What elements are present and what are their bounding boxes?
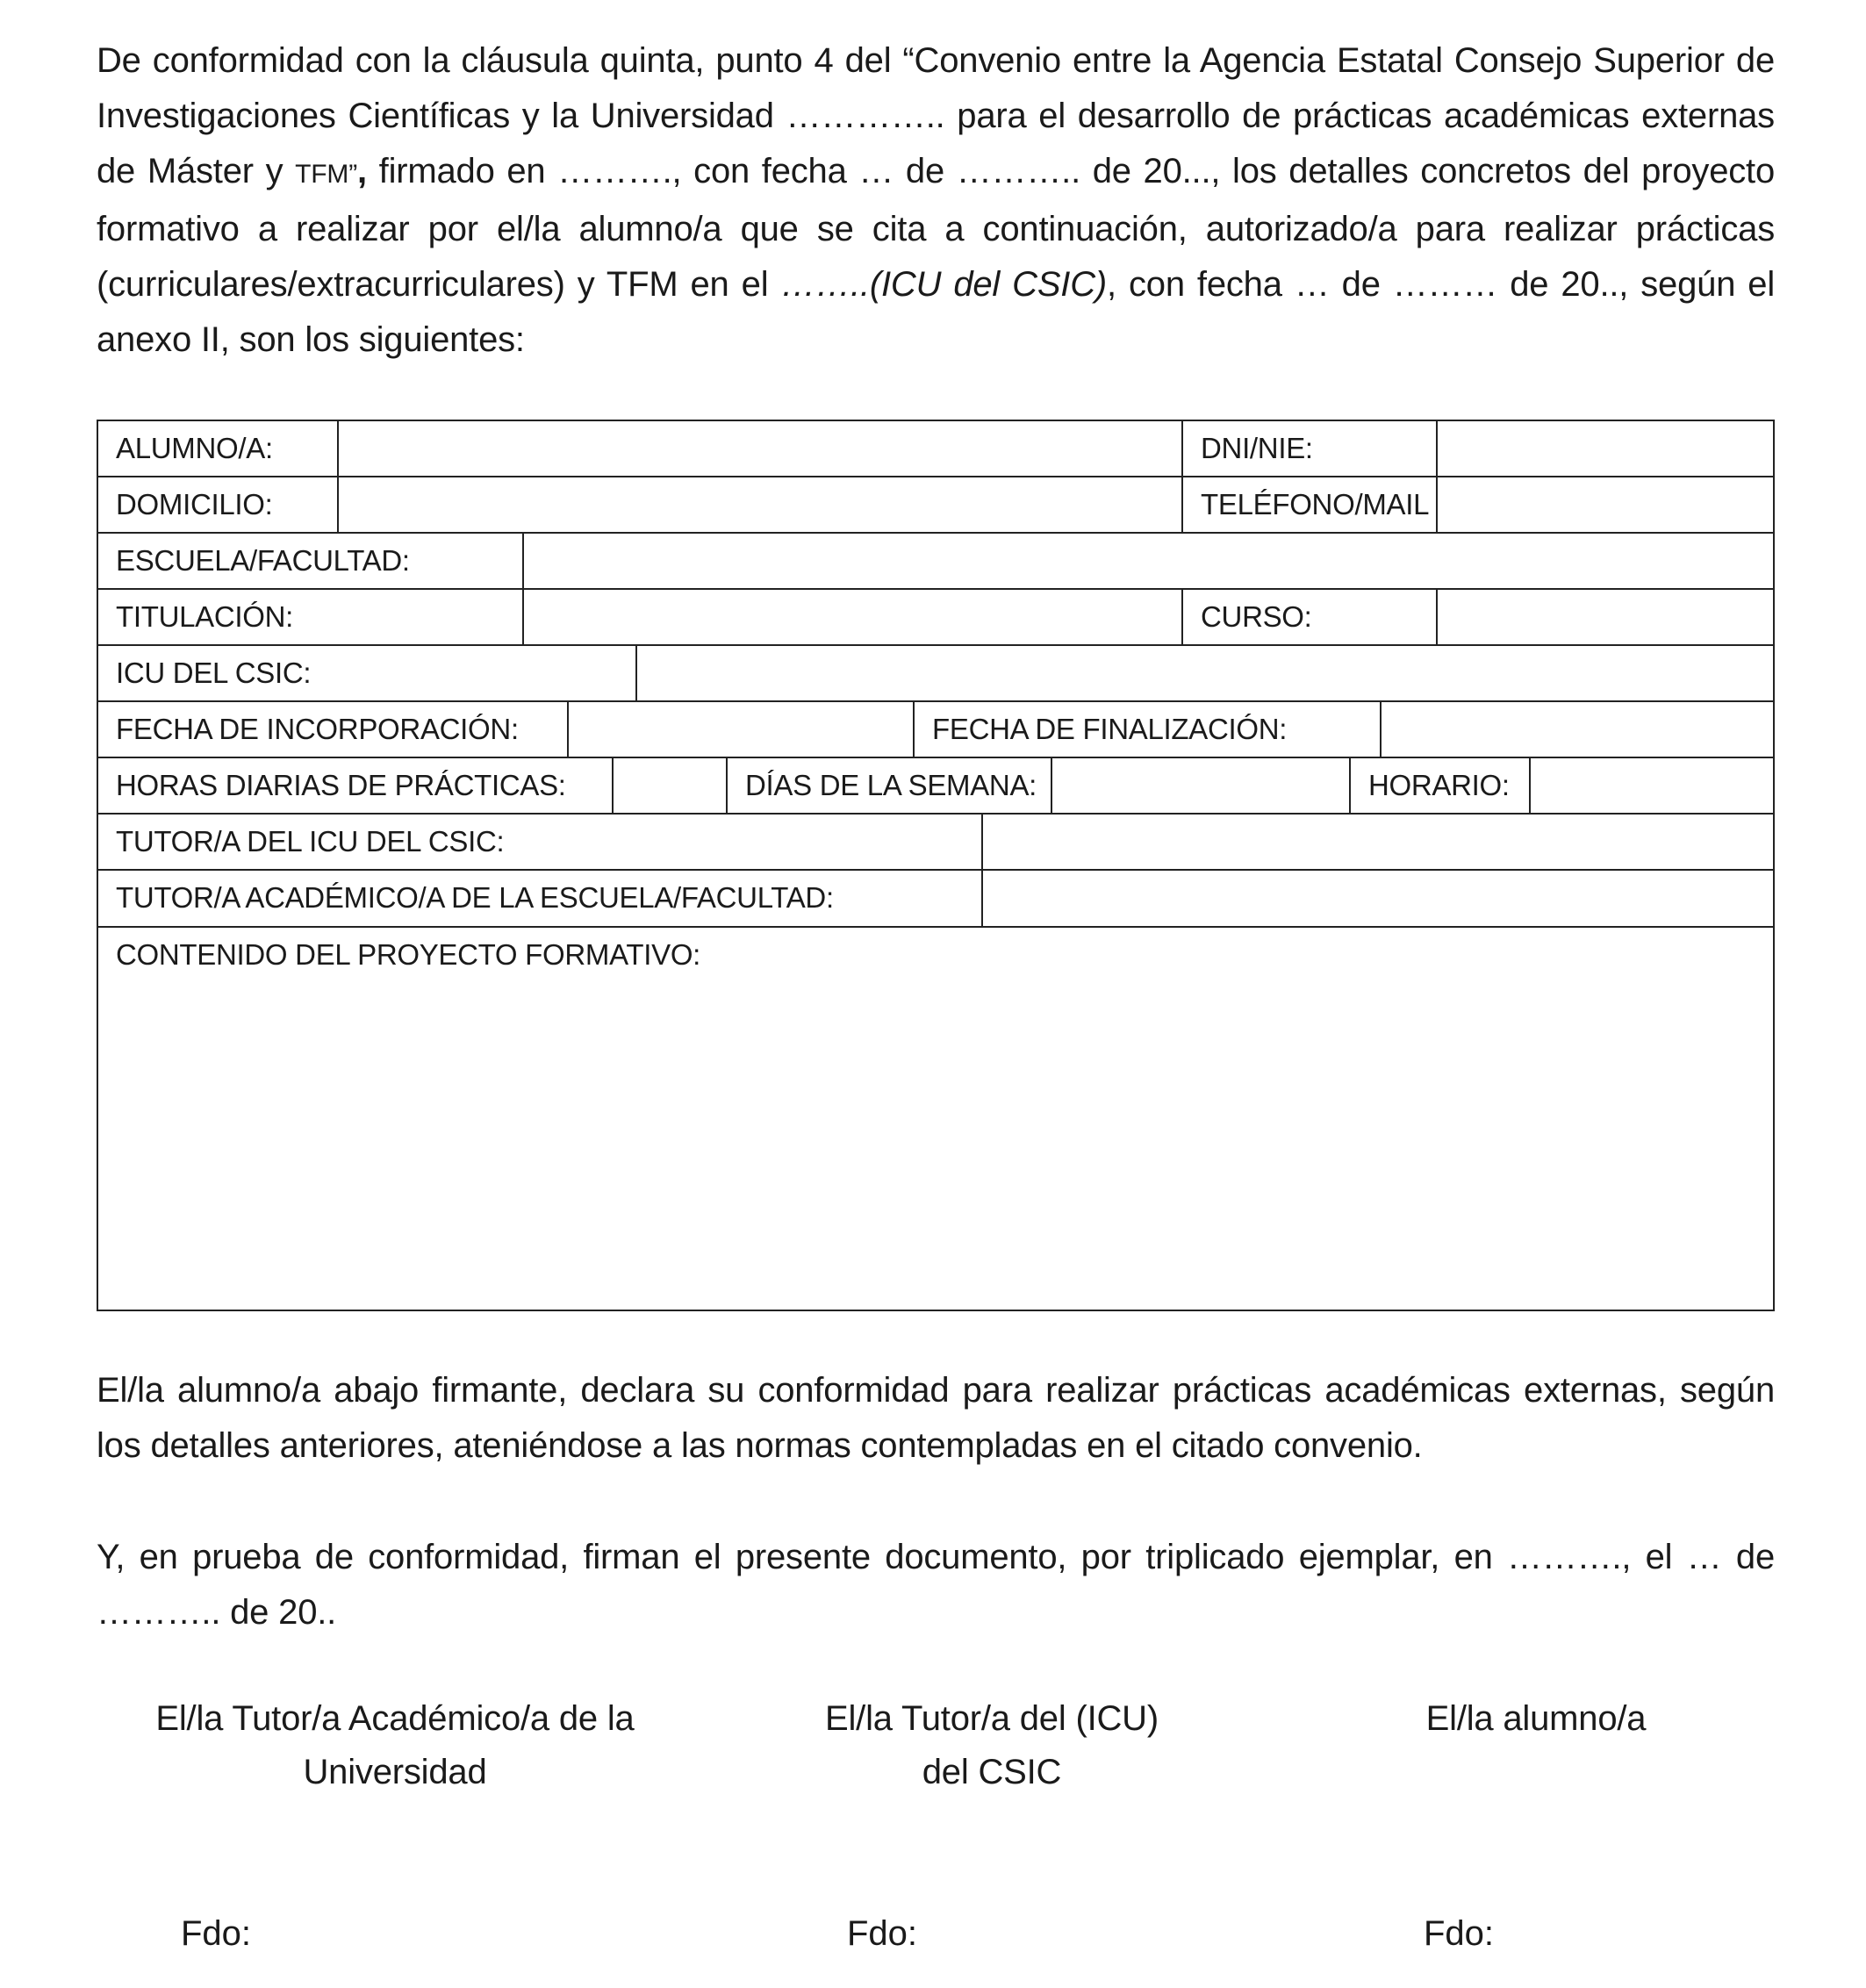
form-row-tutor-academico [98,871,1773,928]
fdo-icu: Fdo: [847,1914,918,1953]
horario-label: HORARIO: [1349,758,1529,813]
signature-academic-tutor [132,1692,658,1799]
signature-icu-tutor [790,1692,1194,1799]
domicilio-label: DOMICILIO: [116,488,273,520]
horas-field[interactable] [612,758,726,813]
form-row-alumno [98,421,1773,477]
signature-icu-line1: El/la Tutor/a del (ICU) [825,1699,1159,1738]
proof-paragraph: Y, en prueba de conformidad, firman el presente documento, por triplicado ejemplar, en ………., el … de ……….. de 20.. [97,1538,1775,1632]
dni-label: DNI/NIE: [1181,421,1436,476]
dias-label: DÍAS DE LA SEMANA: [726,758,1051,813]
fecha-incorporacion-field[interactable] [567,702,913,757]
fecha-incorporacion-label: FECHA DE INCORPORACIÓN: [116,713,519,745]
curso-label: CURSO: [1181,590,1436,644]
telefono-label: TELÉFONO/MAIL [1181,477,1436,532]
horario-field[interactable] [1529,758,1775,813]
form-row-domicilio [98,477,1773,534]
tutor-academico-label: TUTOR/A ACADÉMICO/A DE LA ESCUELA/FACULTAD: [116,881,834,914]
dias-field[interactable] [1051,758,1349,813]
fdo-student: Fdo: [1424,1914,1495,1953]
tutor-academico-field[interactable] [981,871,1775,926]
curso-field[interactable] [1436,590,1775,644]
fdo-academic: Fdo: [181,1914,252,1953]
alumno-label: ALUMNO/A: [116,432,273,464]
domicilio-field[interactable] [337,477,1181,532]
form-row-horario [98,758,1773,815]
titulacion-field[interactable] [522,590,1181,644]
tutor-icu-label: TUTOR/A DEL ICU DEL CSIC: [116,825,505,858]
form-row-contenido [98,928,1773,1310]
signature-academic-line1: El/la Tutor/a Académico/a de la [155,1699,635,1738]
icu-label: ICU DEL CSIC: [116,657,312,689]
icu-field[interactable] [635,646,1775,700]
horas-label: HORAS DIARIAS DE PRÁCTICAS: [116,769,566,801]
tutor-icu-field[interactable] [981,815,1775,869]
fecha-finalizacion-field[interactable] [1380,702,1775,757]
student-data-form [97,420,1775,1311]
intro-paragraph [97,33,1775,368]
contenido-field[interactable] [98,928,1775,1310]
form-row-titulacion [98,590,1773,646]
telefono-field[interactable] [1436,477,1775,532]
form-row-tutor-icu [98,815,1773,871]
intro-text-1: De conformidad con la cláusula quinta, punto 4 del “Convenio entre la Agencia Estatal Consejo Superior de Investigaciones Científicas y la Universidad ………….. para el desarrollo de prácticas académicas externas de Máster y [97,41,1775,190]
declaration-paragraph: El/la alumno/a abajo firmante, declara su conformidad para realizar prácticas académicas externas, según los detalles anteriores, ateniéndose a las normas contempladas en el citado convenio. [97,1371,1775,1465]
signature-academic-line2: Universidad [303,1753,487,1791]
titulacion-label: TITULACIÓN: [116,600,294,633]
signature-icu-line2: del CSIC [922,1753,1062,1791]
form-row-fechas [98,702,1773,758]
fecha-finalizacion-label: FECHA DE FINALIZACIÓN: [913,702,1380,757]
escuela-label: ESCUELA/FACULTAD: [116,544,410,577]
signature-student-line1: El/la alumno/a [1425,1699,1647,1738]
intro-tfm: TFM” [295,160,357,189]
form-row-icu [98,646,1773,702]
signature-student [1387,1692,1685,1746]
intro-text-3: , con fecha … de ……… de 20.., según el anexo II, son los siguientes: [97,265,1776,359]
form-row-escuela [98,534,1773,590]
dni-field[interactable] [1436,421,1775,476]
escuela-field[interactable] [522,534,1775,588]
contenido-label: CONTENIDO DEL PROYECTO FORMATIVO: [116,938,701,971]
intro-text-2: firmado en ………., con fecha … de ……….. de 20..., los detalles concretos del proyecto formativo a realizar por el/la alumno/a que se cita a continuación, autorizado/a para realizar prácticas (curriculares/extracurriculares) y TFM en el [97,152,1775,304]
intro-comma: , [357,152,367,190]
intro-icu: ……..(ICU del CSIC) [780,265,1108,304]
alumno-field[interactable] [337,421,1181,476]
